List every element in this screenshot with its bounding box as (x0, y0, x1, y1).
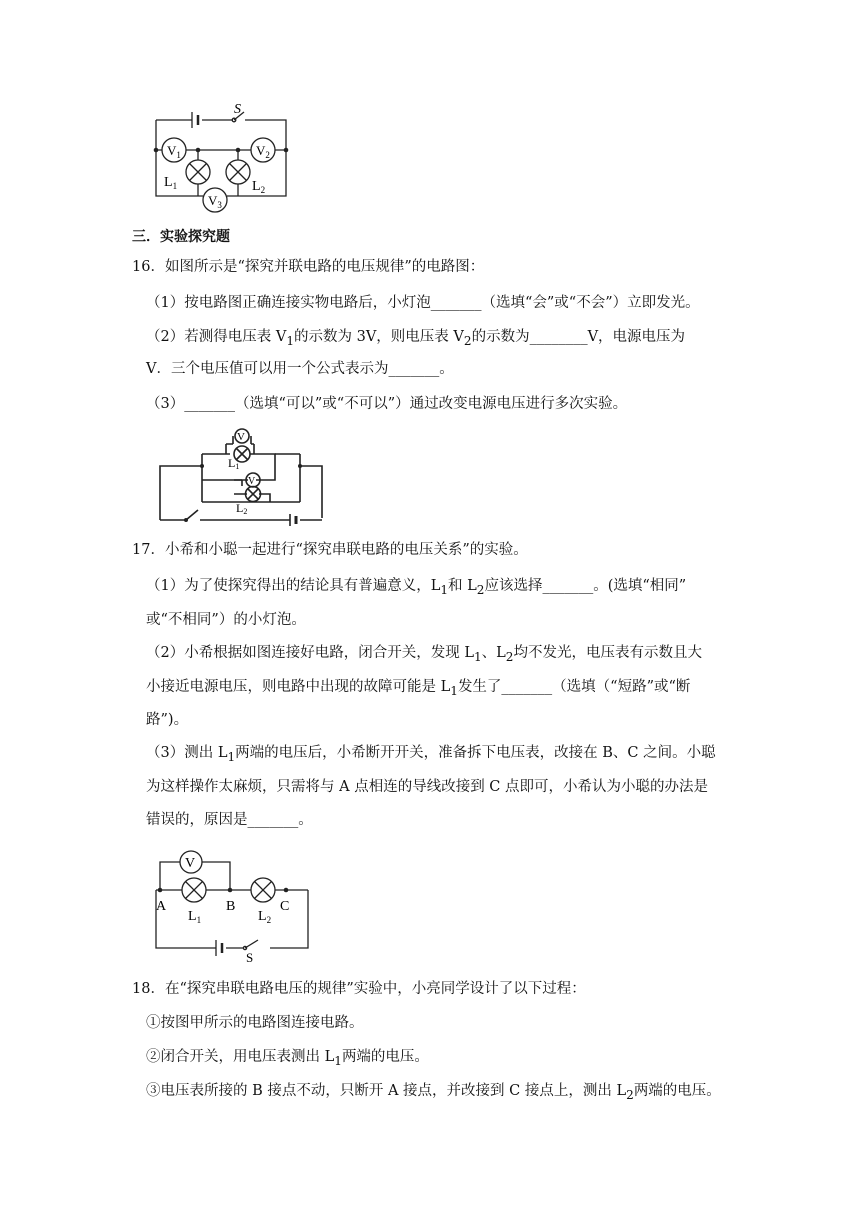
section-title: 三．实验探究题 (132, 229, 230, 245)
q17-part1-line1: （1）为了使探究得出的结论具有普遍意义，$L_1$和 $L_2$应该选择_______。(选填“相同” (146, 578, 687, 597)
q16-part3: （3）_______（选填“可以”或“不可以”）通过改变电源电压进行多次实验。 (146, 396, 628, 412)
lamp-l1-label: $L_1$ (164, 175, 178, 191)
q17-part3-line1: （3）测出 $L_1$两端的电压后，小希断开开关，准备拆下电压表，改接在 B、C 之间。小聪 (146, 745, 716, 764)
q16-part2-line1: （2）若测得电压表 $V_1$的示数为 3V，则电压表 $V_2$的示数为________V，电源电压为 (146, 329, 686, 348)
q17-part3-line3: 错误的，原因是_______。 (146, 812, 313, 828)
switch-label: S (234, 102, 241, 117)
point-c-label: C (280, 899, 290, 914)
fig3-voltmeter-label: V (185, 856, 196, 871)
q17-part1-line2: 或“不相同”）的小灯泡。 (146, 612, 306, 628)
q17-part2-line3: 路”)。 (146, 712, 189, 728)
fig3-switch-label: S (246, 950, 254, 962)
q17-stem: 17．小希和小聪一起进行“探究串联电路的电压关系”的实验。 (132, 542, 528, 558)
q17-part2-line1: （2）小希根据如图连接好电路，闭合开关，发现 $L_1$、$L_2$均不发光，电压表有示数且大 (146, 645, 702, 664)
circuit-figure-3 (148, 840, 318, 962)
fig2-lamp-l2-label: L2 (236, 501, 248, 516)
voltmeter-v2-label: $V_2$ (256, 143, 270, 160)
q18-step3: ③电压表所接的 B 接点不动，只断开 A 接点，并改接到 C 接点上，测出 $L_2$两端的电压。 (146, 1083, 721, 1102)
q16-stem: 16．如图所示是“探究并联电路的电压规律”的电路图： (132, 259, 485, 275)
q18-stem: 18．在“探究串联电路电压的规律”实验中，小亮同学设计了以下过程： (132, 981, 586, 997)
voltmeter-v3-label: $V_3$ (208, 193, 222, 210)
voltmeter-v1-label: $V_1$ (167, 143, 181, 160)
point-b-label: B (226, 899, 236, 914)
fig2-voltmeter-bottom-label: V (248, 476, 256, 487)
fig3-lamp-l1-label: $L_1$ (188, 909, 202, 925)
fig3-lamp-l2-label: $L_2$ (258, 909, 272, 925)
circuit-figure-2 (150, 420, 345, 528)
lamp-l2-label: $L_2$ (252, 179, 266, 195)
q17-part2-line2: 小接近电源电压，则电路中出现的故障可能是 $L_1$发生了_______（选填（“短路”或“断 (146, 679, 691, 698)
circuit-figure-1 (148, 100, 298, 215)
fig2-voltmeter-top-label: V (237, 431, 245, 443)
point-a-label: A (156, 899, 167, 914)
q18-step2: ②闭合开关，用电压表测出 $L_1$两端的电压。 (146, 1049, 429, 1068)
q16-part1: （1）按电路图正确连接实物电路后，小灯泡_______（选填“会”或“不会”）立即发光。 (146, 295, 700, 311)
q16-part2-line2: V．三个电压值可以用一个公式表示为_______。 (146, 361, 454, 377)
fig2-lamp-l1-label: L1 (228, 456, 240, 471)
q18-step1: ①按图甲所示的电路图连接电路。 (146, 1015, 364, 1031)
q17-part3-line2: 为这样操作太麻烦，只需将与 A 点相连的导线改接到 C 点即可，小希认为小聪的办法是 (146, 779, 708, 795)
